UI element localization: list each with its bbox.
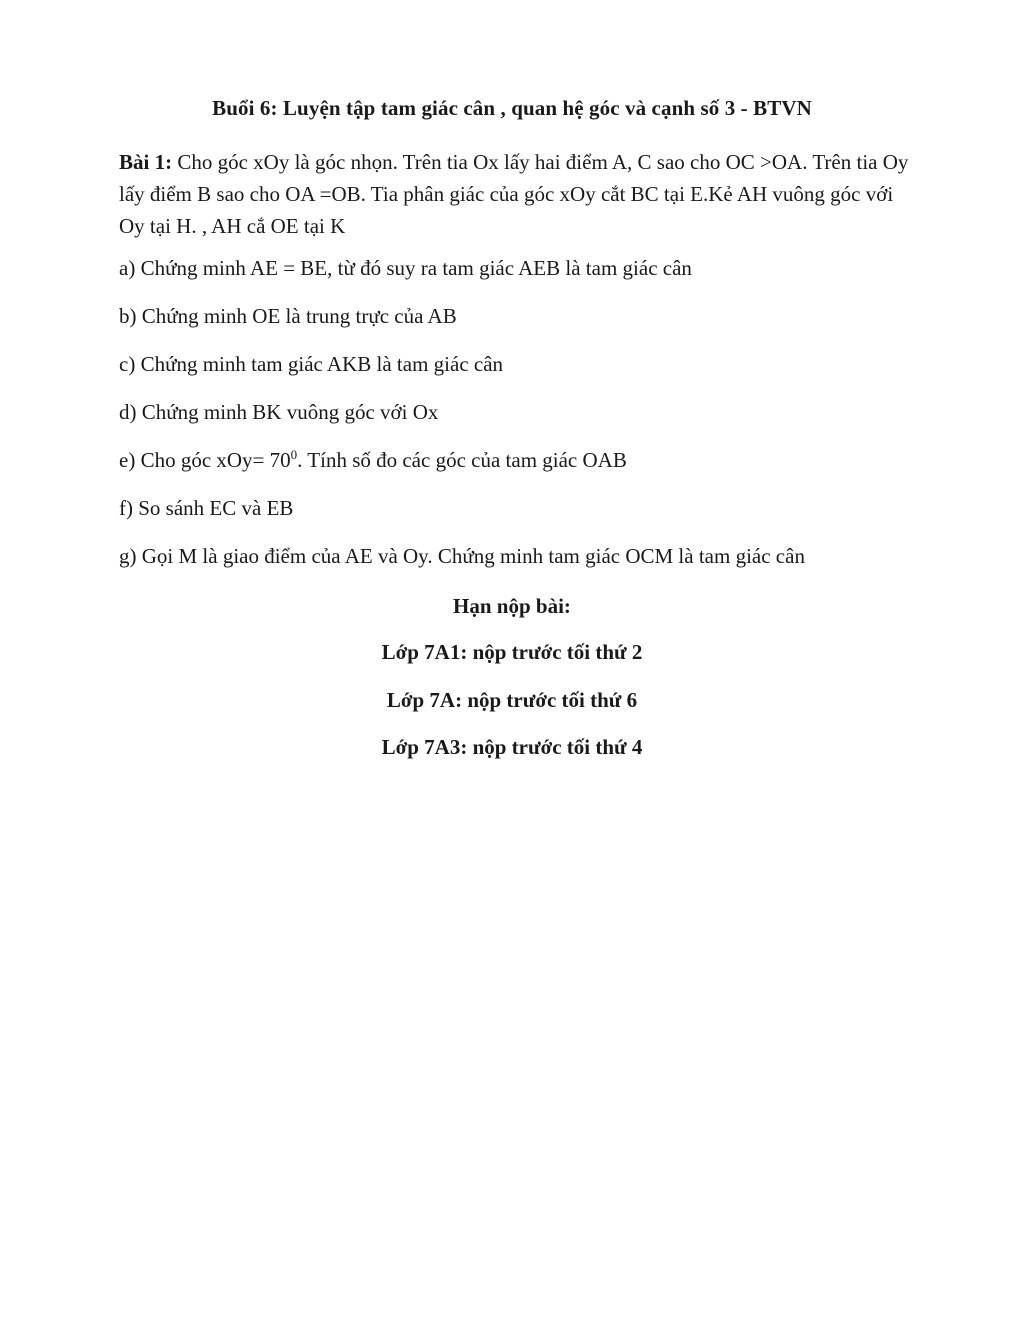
degree-superscript: 0	[290, 447, 298, 462]
question-e-text-end: . Tính số đo các góc của tam giác OAB	[297, 448, 627, 472]
question-d: d) Chứng minh BK vuông góc với Ox	[119, 400, 439, 424]
question-g: g) Gọi M là giao điểm của AE và Oy. Chứng minh tam giác OCM là tam giác cân	[119, 544, 805, 568]
problem-statement	[119, 146, 919, 242]
question-e	[119, 448, 627, 473]
question-a: a) Chứng minh AE = BE, từ đó suy ra tam giác AEB là tam giác cân	[119, 256, 692, 280]
question-b: b) Chứng minh OE là trung trực của AB	[119, 304, 457, 328]
question-f: f) So sánh EC và EB	[119, 496, 294, 520]
problem-text: Cho góc xOy là góc nhọn. Trên tia Ox lấy hai điểm A, C sao cho OC >OA. Trên tia Oy lấy điểm B sao cho OA =OB. Tia phân giác của góc xOy cắt BC tại E.Kẻ AH vuông góc với Oy tại H. , AH cắ OE tại K	[119, 150, 909, 238]
question-c: c) Chứng minh tam giác AKB là tam giác cân	[119, 352, 504, 376]
deadline-line: Lớp 7A3: nộp trước tối thứ 4	[381, 735, 643, 759]
question-e-text: e) Cho góc xOy= 70	[119, 448, 291, 472]
deadline-line: Lớp 7A: nộp trước tối thứ 6	[386, 688, 638, 712]
deadline-line: Lớp 7A1: nộp trước tối thứ 2	[381, 640, 643, 664]
problem-label: Bài 1:	[119, 150, 173, 174]
deadline-heading: Hạn nộp bài:	[453, 594, 571, 618]
document-title: Buổi 6: Luyện tập tam giác cân , quan hệ góc và cạnh số 3 - BTVN	[212, 96, 812, 120]
